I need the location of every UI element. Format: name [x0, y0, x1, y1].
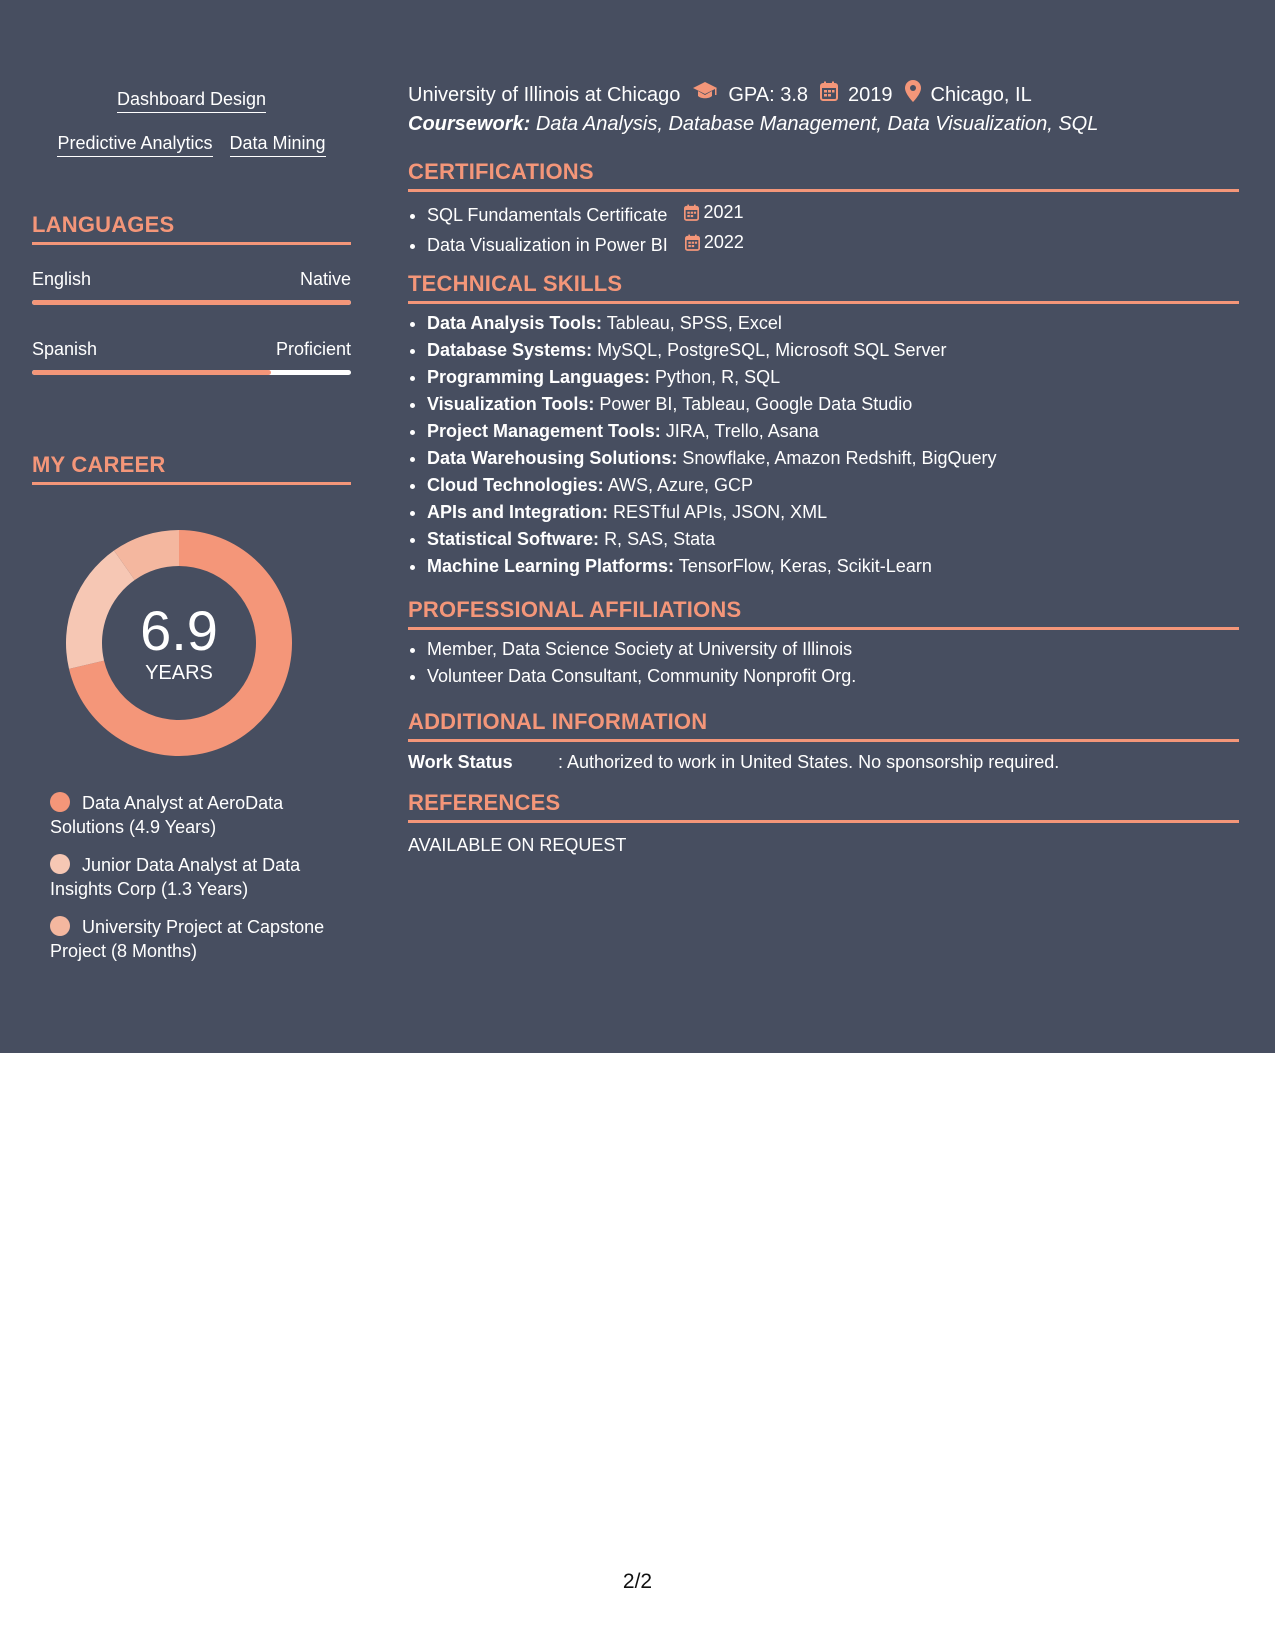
career-donut-chart: [66, 530, 292, 756]
legend-dot-icon: [50, 916, 70, 936]
technical-skills-section: [408, 271, 1239, 580]
skill-tags: [32, 88, 351, 176]
skill-item: [427, 418, 1239, 445]
language-bar: [32, 370, 351, 375]
references-title: REFERENCES: [408, 790, 561, 815]
skill-tag: Predictive Analytics: [57, 132, 212, 157]
skill-value: Snowflake, Amazon Redshift, BigQuery: [682, 448, 997, 468]
graduation-year: 2019: [848, 83, 893, 106]
certifications-title: CERTIFICATIONS: [408, 159, 594, 184]
legend-dot-icon: [50, 792, 70, 812]
affiliation-item: • Member, Data Science Society at University of Illinois: [427, 636, 1239, 663]
skill-item: [427, 364, 1239, 391]
references-section: [408, 790, 1239, 857]
certification-item: [427, 229, 1239, 259]
additional-info-section: [408, 709, 1239, 774]
section-rule: [408, 820, 1239, 823]
career-legend-item: [50, 791, 330, 839]
skill-value: Tableau, SPSS, Excel: [606, 313, 782, 333]
skill-item: [427, 337, 1239, 364]
certifications-list: [408, 199, 1239, 259]
page-number: 2/2: [622, 1570, 653, 1593]
career-label: University Project at Capstone Project (8 Months): [50, 917, 325, 961]
legend-dot-icon: [50, 854, 70, 874]
section-rule: [408, 627, 1239, 630]
skill-value: RESTful APIs, JSON, XML: [613, 502, 828, 522]
skill-tag: Data Mining: [230, 132, 326, 157]
language-name: Spanish: [32, 339, 98, 359]
career-total-unit: YEARS: [145, 662, 213, 684]
skill-label: Machine Learning Platforms:: [427, 556, 675, 576]
career-legend: [50, 791, 330, 977]
language-bar-fill: [32, 370, 271, 375]
school-location: Chicago, IL: [930, 83, 1032, 106]
certification-name: Data Visualization in Power BI: [427, 235, 668, 255]
education-line: [408, 80, 1032, 109]
affiliations-list: [408, 636, 1239, 690]
language-english: [32, 268, 351, 305]
certification-item: [427, 199, 1239, 229]
skill-tag-row: [32, 88, 351, 113]
section-rule: [32, 482, 351, 485]
skill-item: [427, 310, 1239, 337]
skill-item: [427, 526, 1239, 553]
skill-value: Python, R, SQL: [655, 367, 781, 387]
affiliations-section: [408, 597, 1239, 690]
skill-tag: Dashboard Design: [117, 88, 266, 113]
location-pin-icon: [905, 80, 921, 109]
skill-label: Database Systems:: [427, 340, 593, 360]
career-label: Junior Data Analyst at Data Insights Corp (1.3 Years): [50, 855, 301, 899]
affiliations-title: PROFESSIONAL AFFILIATIONS: [408, 597, 742, 622]
calendar-icon: [685, 234, 700, 251]
calendar-icon: [820, 81, 838, 108]
coursework: [408, 111, 1098, 137]
skill-label: Project Management Tools:: [427, 421, 661, 441]
language-name: English: [32, 269, 92, 289]
career-section: [32, 452, 351, 485]
skill-tag-row: [32, 132, 351, 157]
career-label: Data Analyst at AeroData Solutions (4.9 Years): [50, 793, 284, 837]
career-legend-item: [50, 915, 330, 963]
language-level: Proficient: [275, 339, 351, 359]
skill-value: JIRA, Trello, Asana: [665, 421, 819, 441]
gpa: GPA: 3.8: [728, 83, 809, 106]
work-status-value: : Authorized to work in United States. No sponsorship required.: [558, 752, 1060, 772]
technical-skills-list: [408, 310, 1239, 580]
language-bar-fill: [32, 300, 351, 305]
coursework-text: Data Analysis, Database Management, Data Visualization, SQL: [535, 113, 1099, 135]
section-rule: [408, 301, 1239, 304]
work-status-label: Work Status: [408, 752, 513, 772]
skill-item: [427, 553, 1239, 580]
certification-year: 2022: [703, 232, 744, 252]
skill-value: MySQL, PostgreSQL, Microsoft SQL Server: [597, 340, 947, 360]
section-rule: [408, 739, 1239, 742]
career-title: MY CAREER: [32, 452, 166, 477]
graduation-cap-icon: [692, 81, 718, 108]
coursework-label: Coursework:: [408, 113, 531, 135]
languages-section: [32, 212, 351, 245]
section-rule: [408, 189, 1239, 192]
references-text: AVAILABLE ON REQUEST: [408, 835, 627, 855]
skill-label: Programming Languages:: [427, 367, 651, 387]
language-spanish: [32, 338, 351, 375]
skill-item: [427, 472, 1239, 499]
language-bar: [32, 300, 351, 305]
certifications-section: [408, 159, 1239, 259]
skill-label: Data Analysis Tools:: [427, 313, 603, 333]
school-name: University of Illinois at Chicago: [408, 83, 681, 106]
skill-label: Visualization Tools:: [427, 394, 595, 414]
skill-value: Power BI, Tableau, Google Data Studio: [599, 394, 913, 414]
additional-info-title: ADDITIONAL INFORMATION: [408, 709, 708, 734]
certification-name: SQL Fundamentals Certificate: [427, 205, 668, 225]
technical-skills-title: TECHNICAL SKILLS: [408, 271, 623, 296]
affiliation-item: • Volunteer Data Consultant, Community Nonprofit Org.: [427, 663, 1239, 690]
language-level: Native: [299, 269, 351, 289]
skill-label: Cloud Technologies:: [427, 475, 604, 495]
languages-title: LANGUAGES: [32, 212, 175, 237]
skill-item: [427, 445, 1239, 472]
section-rule: [32, 242, 351, 245]
skill-value: AWS, Azure, GCP: [607, 475, 754, 495]
skill-label: Statistical Software:: [427, 529, 600, 549]
career-total-value: 6.9: [140, 599, 218, 662]
work-status-row: [408, 750, 1239, 774]
skill-value: R, SAS, Stata: [604, 529, 716, 549]
certification-year: 2021: [703, 202, 744, 222]
skill-label: APIs and Integration:: [427, 502, 609, 522]
skill-item: [427, 391, 1239, 418]
skill-item: [427, 499, 1239, 526]
skill-value: TensorFlow, Keras, Scikit-Learn: [678, 556, 932, 576]
skill-label: Data Warehousing Solutions:: [427, 448, 678, 468]
career-legend-item: [50, 853, 330, 901]
calendar-icon: [684, 204, 699, 221]
